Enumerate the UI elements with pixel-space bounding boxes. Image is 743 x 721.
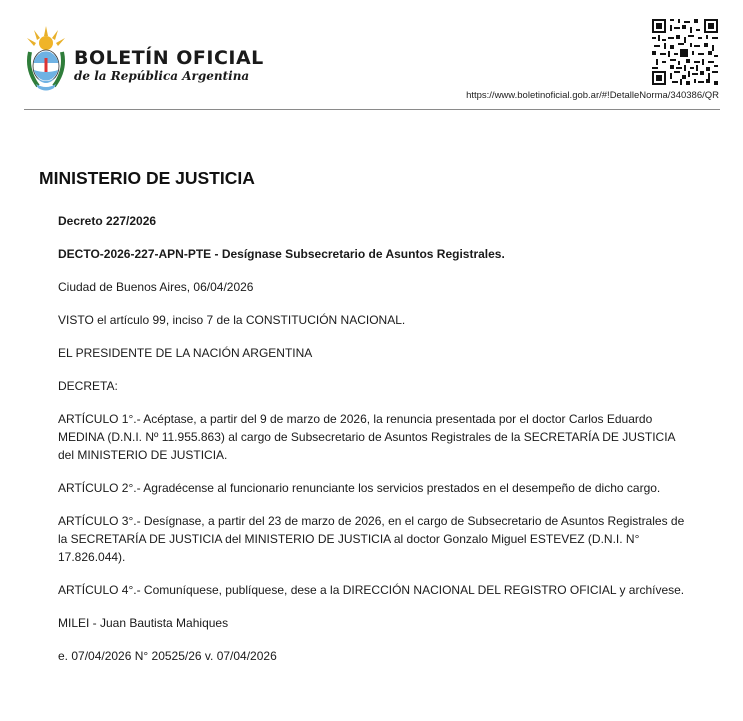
edition-info: e. 07/04/2026 N° 20525/26 v. 07/04/2026 xyxy=(58,649,277,663)
decree-title: DECTO-2026-227-APN-PTE - Desígnase Subsecretario de Asuntos Registrales. xyxy=(58,247,505,261)
brand-title: BOLETÍN OFICIAL xyxy=(74,47,264,69)
visto-paragraph: VISTO el artículo 99, inciso 7 de la CONSTITUCIÓN NACIONAL. xyxy=(58,313,406,327)
decree-number: Decreto 227/2026 xyxy=(58,214,157,228)
ministry-title: MINISTERIO DE JUSTICIA xyxy=(39,168,255,188)
page-header xyxy=(0,0,743,112)
place-date: Ciudad de Buenos Aires, 06/04/2026 xyxy=(58,280,254,294)
president-heading: EL PRESIDENTE DE LA NACIÓN ARGENTINA xyxy=(58,346,313,360)
article-2: ARTÍCULO 2°.- Agradécense al funcionario renunciante los servicios prestados en el desempeño de dicho cargo. xyxy=(58,481,661,495)
brand-subtitle: de la República Argentina xyxy=(74,69,250,83)
signature: MILEI - Juan Bautista Mahiques xyxy=(58,616,229,630)
document-url[interactable]: https://www.boletinoficial.gob.ar/#!DetalleNorma/340386/QR xyxy=(466,90,719,101)
national-coat-of-arms-icon xyxy=(24,26,68,92)
qr-code-icon xyxy=(652,19,718,85)
article-4: ARTÍCULO 4°.- Comuníquese, publíquese, dese a la DIRECCIÓN NACIONAL DEL REGISTRO OFICIAL y archívese. xyxy=(58,583,685,597)
decree-body xyxy=(58,212,688,680)
article-3: ARTÍCULO 3°.- Desígnase, a partir del 23 de marzo de 2026, en el cargo de Subsecretario de Asuntos Registrales de la SECRETARÍA DE JUSTICIA del MINISTERIO DE JUSTICIA al doctor Gonzalo Miguel ESTEVEZ (D.N.I. N° 17.826.044). xyxy=(58,514,685,564)
article-1: ARTÍCULO 1°.- Acéptase, a partir del 9 de marzo de 2026, la renuncia presentada por el doctor Carlos Eduardo MEDINA (D.N.I. Nº 11.955.863) al cargo de Subsecretario de Asuntos Registrales de la SECRETARÍA DE JUSTICIA del MINISTERIO DE JUSTICIA. xyxy=(58,412,675,462)
decreta-heading: DECRETA: xyxy=(58,379,118,393)
header-divider xyxy=(24,109,720,110)
